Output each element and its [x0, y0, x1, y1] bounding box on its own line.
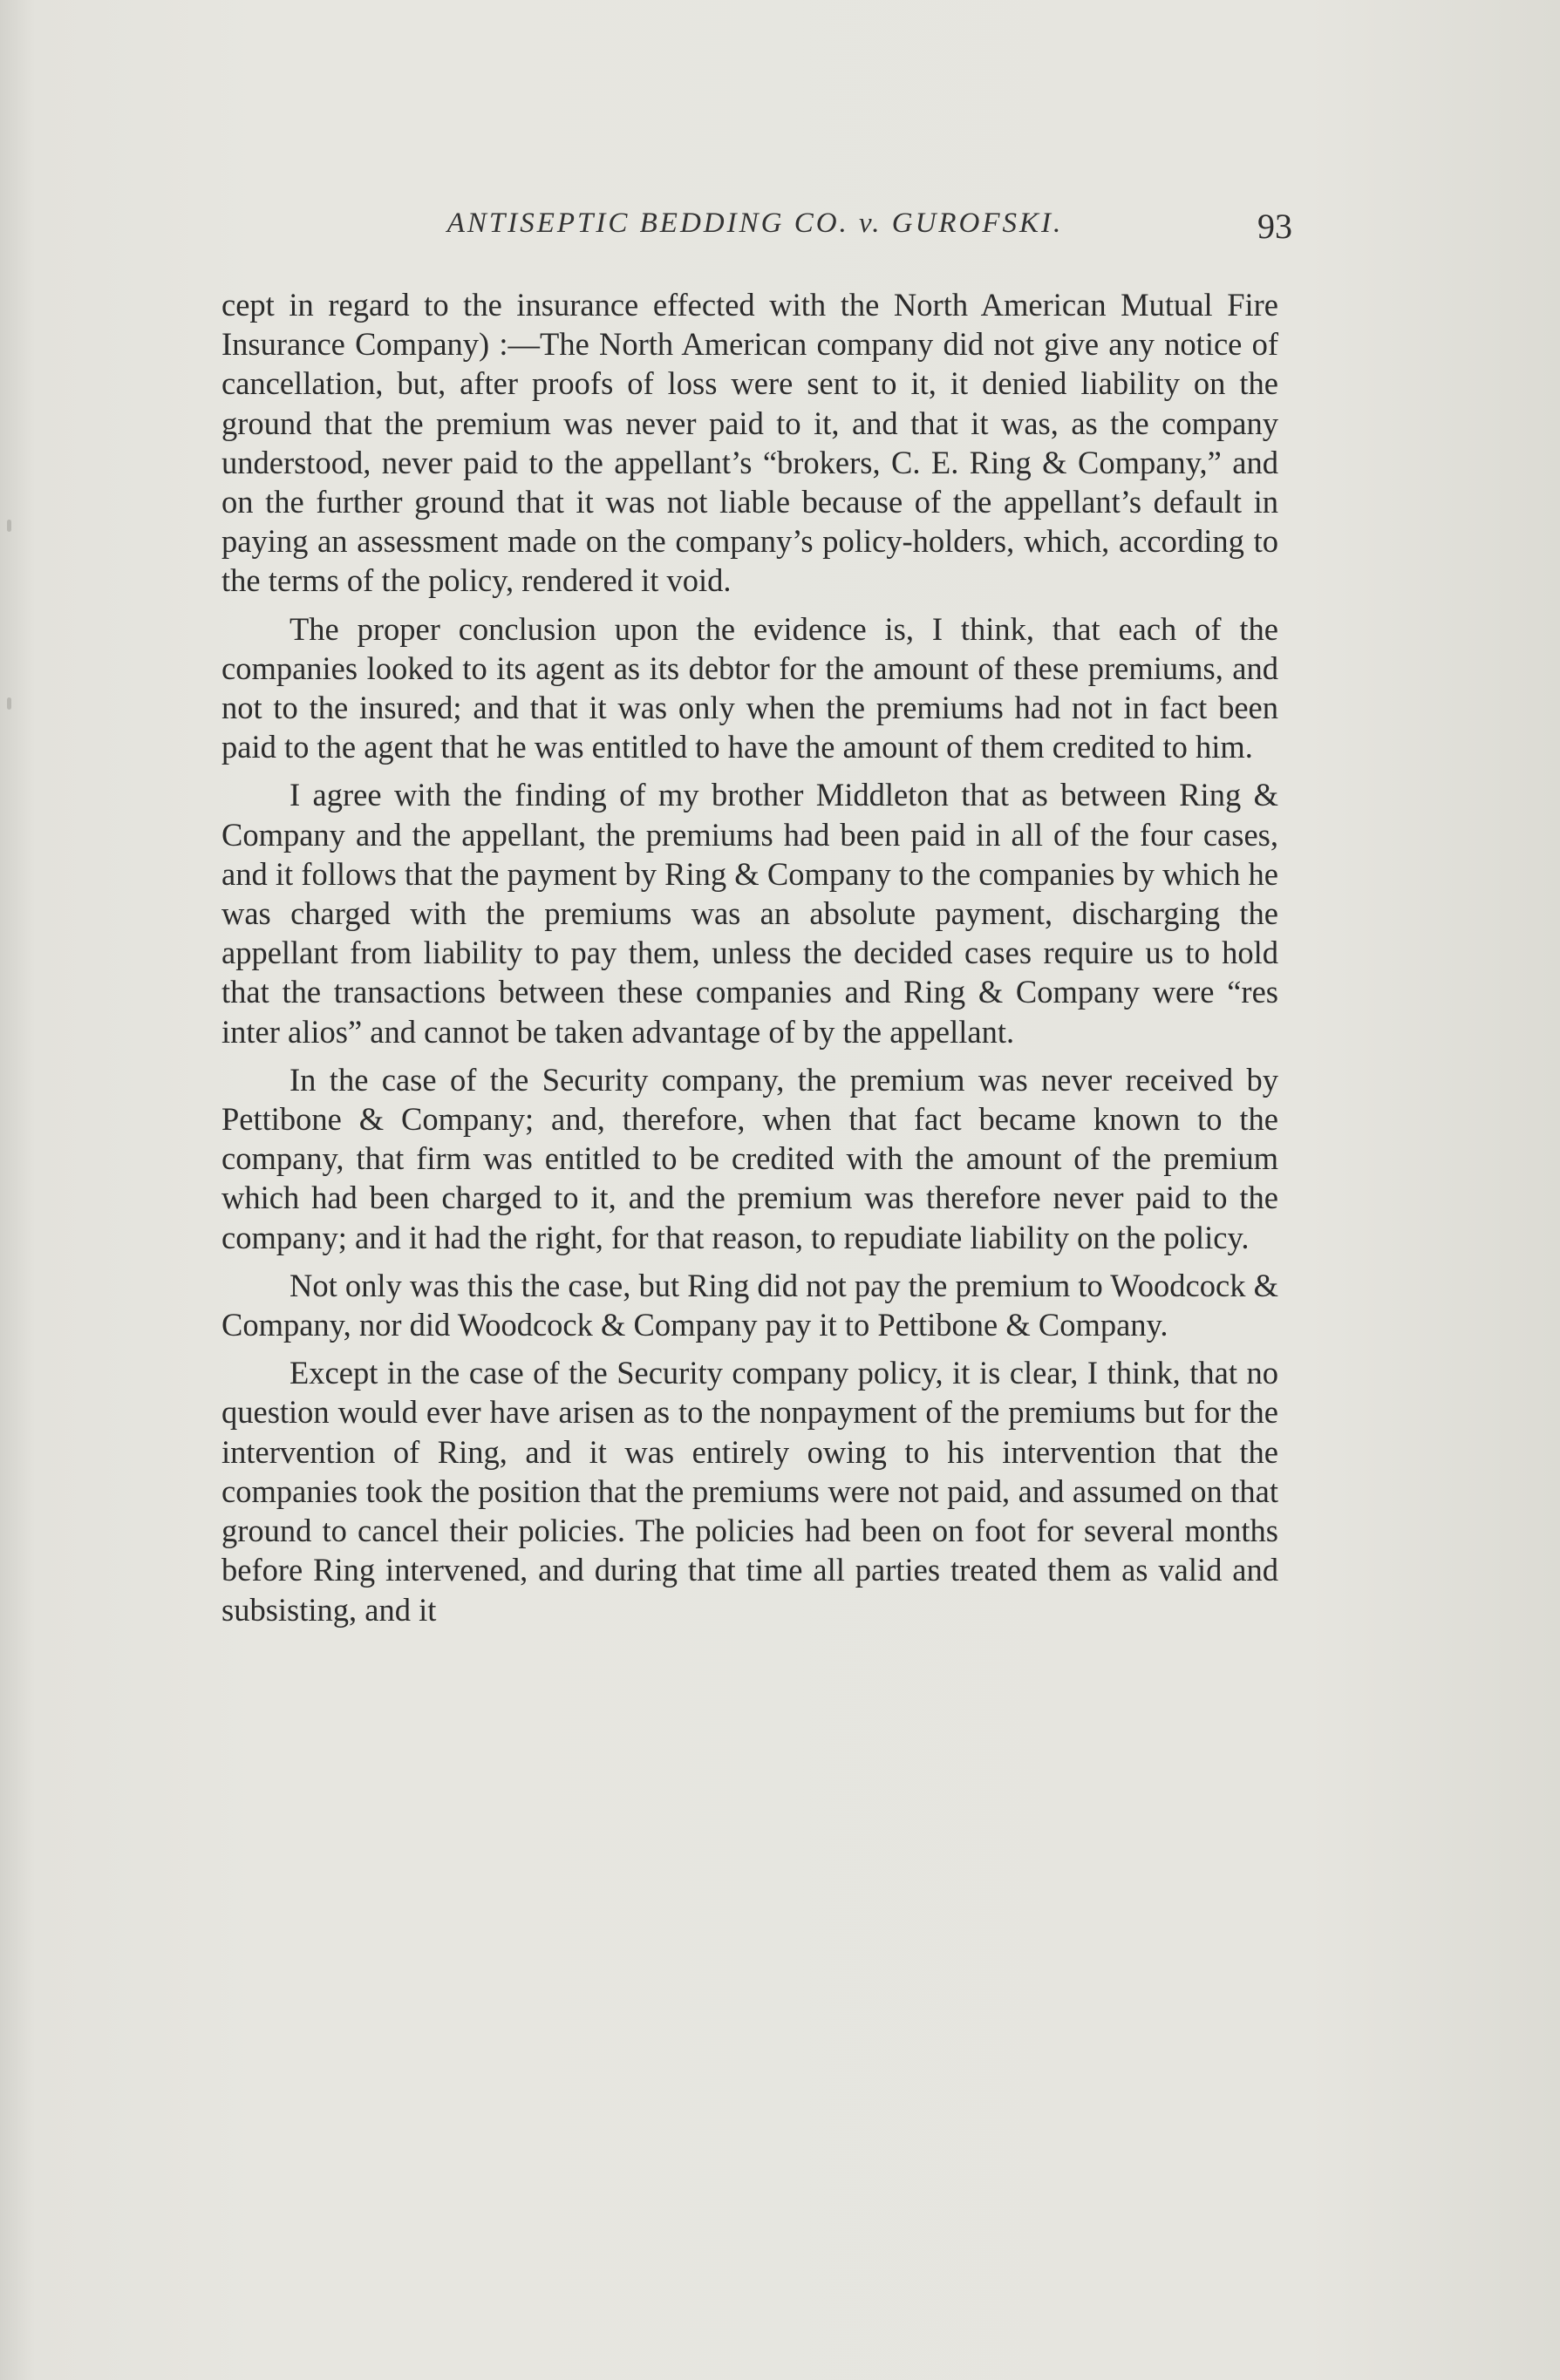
page-number: 93 — [1257, 207, 1292, 246]
running-head: ANTISEPTIC BEDDING CO. v. GUROFSKI. — [446, 207, 1064, 239]
page-header — [218, 207, 1292, 260]
paragraph: Except in the case of the Security company policy, it is clear, I think, that no question would ever have arisen as to the nonpayment of the premiums but for the intervention of Ring, and it was entirely owing to his intervention that the companies took the position that the premiums were not paid, and assumed on that ground to cancel their policies. The policies had been on foot for several months before Ring intervened, and during that time all parties treated them as valid and subsisting, and it — [221, 1355, 1278, 1628]
paragraph-continued: cept in regard to the insurance effected with the North American Mutual Fire Insurance Company) :—The North American company did not give any notice of cancellation, but, after proofs of loss were sent to it, it denied liability on the ground that the premium was never paid to it, and that it was, as the company understood, never paid to the appellant’s “brokers, C. E. Ring & Company,” and on the further ground that it was not liable because of the appellant’s default in paying an assessment made on the company’s policy-holders, which, according to the terms of the policy, rendered it void. — [221, 287, 1278, 599]
page-edge-mark — [7, 697, 11, 710]
page-edge-mark — [7, 520, 11, 532]
paragraph: Not only was this the case, but Ring did not pay the premium to Woodcock & Company, nor did Woodcock & Company pay it to Pettibone & Company. — [221, 1267, 1278, 1343]
body-text — [221, 285, 1278, 1638]
paragraph: I agree with the finding of my brother Middleton that as between Ring & Company and the appellant, the premiums had been paid in all of the four cases, and it follows that the payment by Ring & Company to the companies by which he was charged with the premiums was an absolute payment, discharging the appellant from liability to pay them, unless the decided cases require us to hold that the transactions between these companies and Ring & Company were “res inter alios” and cannot be taken advantage of by the appellant. — [221, 777, 1278, 1050]
paragraph: In the case of the Security company, the premium was never received by Pettibone & Company; and, therefore, when that fact became known to the company, that firm was entitled to be credited with the amount of the premium which had been charged to it, and the premium was therefore never paid to the company; and it had the right, for that reason, to repudiate liability on the policy. — [221, 1061, 1278, 1255]
paragraph: The proper conclusion upon the evidence is, I think, that each of the companies looked to its agent as its debtor for the amount of these premiums, and not to the insured; and that it was only when the premiums had not in fact been paid to the agent that he was entitled to have the amount of them credited to him. — [221, 610, 1278, 765]
